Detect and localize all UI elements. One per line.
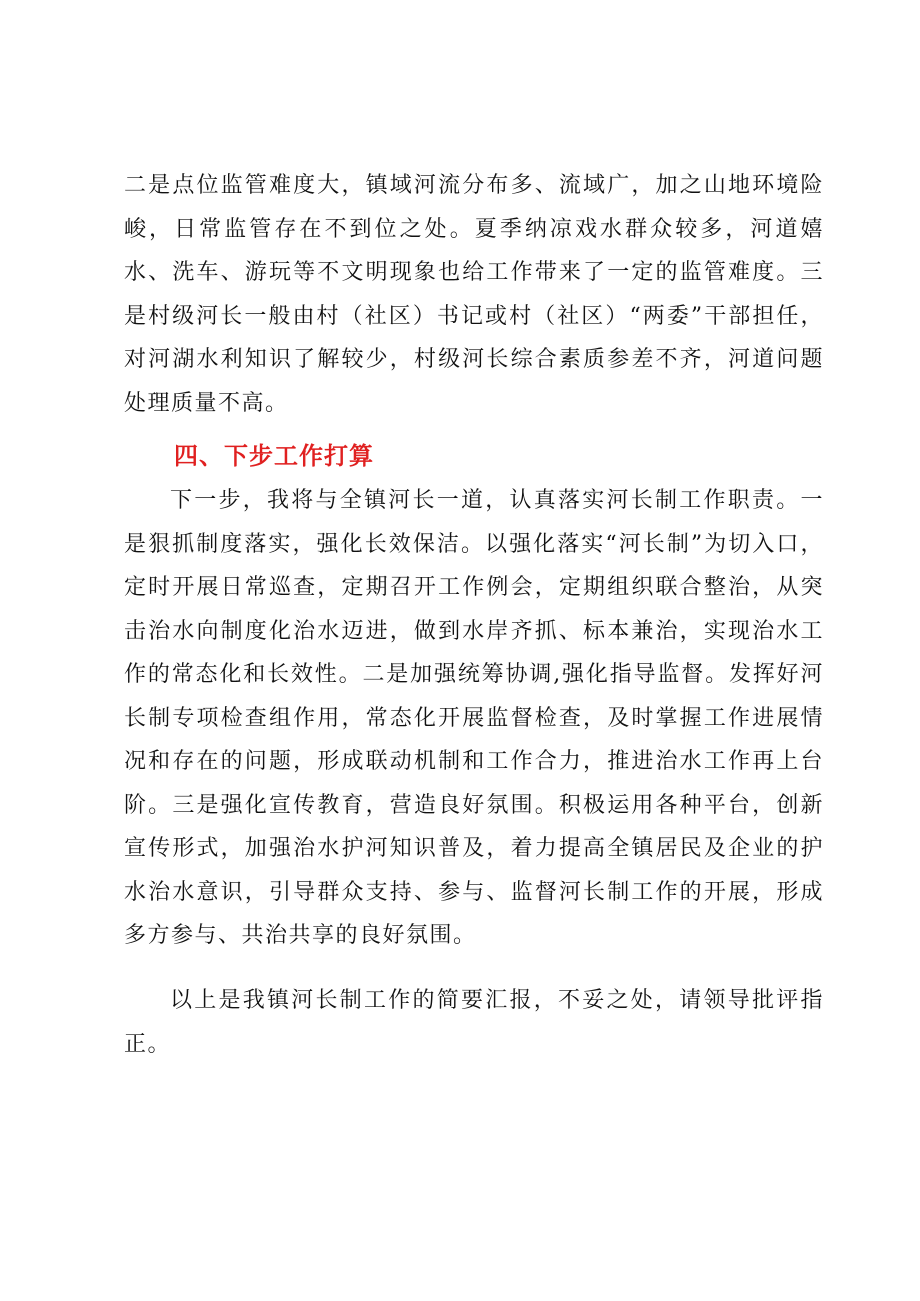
paragraph-problems: 二是点位监管难度大，镇域河流分布多、流域广，加之山地环境险峻，日常监管存在不到位之处。夏季纳凉戏水群众较多，河道嬉水、洗车、游玩等不文明现象也给工作带来了一定的监管难度。三是村级河长一般由村（社区）书记或村（社区）“两委”干部担任，对河湖水利知识了解较少，村级河长综合素质参差不齐，河道问题处理质量不高。 [124,173,824,416]
paragraph-next-steps: 下一步，我将与全镇河长一道，认真落实河长制工作职责。一是狠抓制度落实，强化长效保洁。以强化落实“河长制”为切入口，定时开展日常巡查，定期召开工作例会，定期组织联合整治，从突击治水向制度化治水迈进，做到水岸齐抓、标本兼治，实现治水工作的常态化和长效性。二是加强统筹协调,强化指导监督。发挥好河长制专项检查组作用，常态化开展监督检查，及时掌握工作进展情况和存在的问题，形成联动机制和工作合力，推进治水工作再上台阶。三是强化宣传教育，营造良好氛围。积极运用各种平台，创新宣传形式，加强治水护河知识普及，着力提高全镇居民及企业的护水治水意识，引导群众支持、参与、监督河长制工作的开展，形成多方参与、共治共享的良好氛围。 [124,488,824,948]
section-heading: 四、下步工作打算 [174,442,374,470]
paragraph-closing: 以上是我镇河长制工作的简要汇报，不妥之处，请领导批评指正。 [124,988,824,1057]
